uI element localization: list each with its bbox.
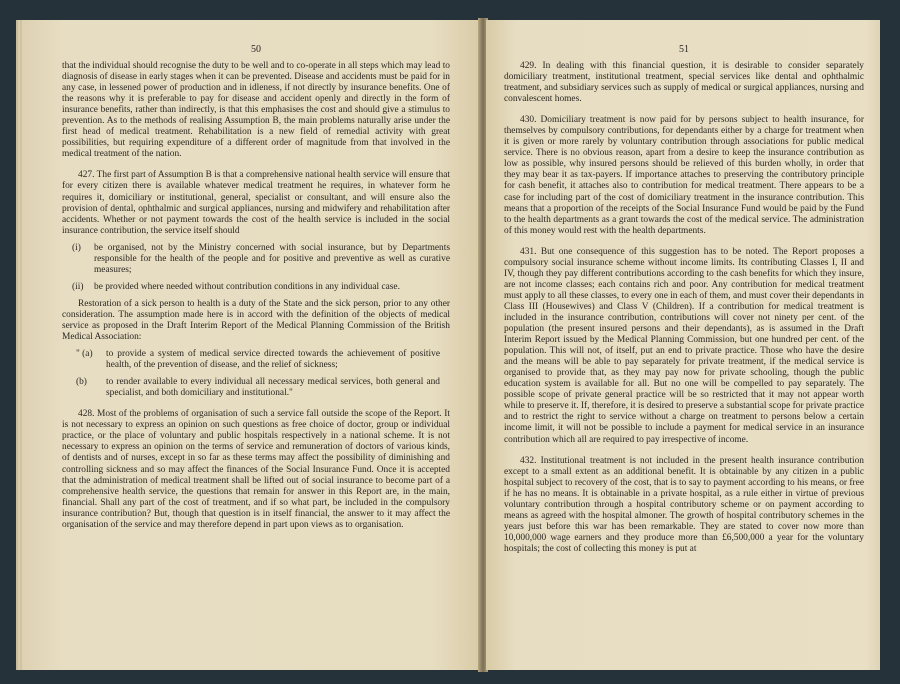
- paragraph-427: 427. The first part of Assumption B is that a comprehensive national health service will ensure that for every citizen there is available whatever medical treatment he requires, in whatever form he requires it, domiciliary or institutional, general, specialist or consultant, and will ensure also the provision of dental, ophthalmic and surgical appliances, nursing and midwifery and rehabilitation after accidents. Whether or not payment towards the cost of the health service is included in the social insurance contribution, the service itself should: [62, 170, 450, 236]
- quote-item-b: [76, 377, 440, 399]
- paragraph-429: 429. In dealing with this financial question, it is desirable to consider separately domiciliary treatment, institutional treatment, special services like dental and ophthalmic treatment, and subsidiary services such as supply of medical or surgical appliances, nursing and convalescent homes.: [504, 61, 864, 105]
- paragraph-432: 432. Institutional treatment is not included in the present health insurance contribution except to a small extent as an additional benefit. It is obtainable by any citizen in a public hospital subject to recovery of the cost, that is to say to payment according to his means, or free if he has no means. It is obtainable in a private hospital, as a rule either in virtue of previous voluntary contribution through a hospital contributory scheme or on payment according to means as agreed with the hospital almoner. The growth of hospital contributory schemes in the years just before this war has been remarkable. They are stated to cover now more than 10,000,000 wage earners and they produce more than £6,500,000 a year for the voluntary hospitals; the cost of collecting this money is put at: [504, 455, 864, 554]
- list-item-ii: [72, 282, 450, 293]
- paragraph-430: 430. Domiciliary treatment is now paid for by persons subject to health insurance, for themselves by compulsory contributions, for dependants either by a charge for treatment when it is given or more rarely by voluntary contribution through associations for public medical service. There is no obvious reason, apart from a desire to keep the insurance contribution as low as possible, why insured persons should be relieved of this burden wholly, in order that they may bear it as tax-payers. If importance attaches to preserving the contributory principle for cash benefit, it attaches also to contribution for medical treatment. There appears to be a case for including part of the cost of domiciliary treatment in the insurance contribution. This means that a proportion of the receipts of the Social Insurance Fund would be paid by the Fund to the health departments as a grant towards the cost of the medical service. The administration of this money would rest with the health departments.: [504, 115, 864, 236]
- list-item-i-label: (i): [72, 242, 81, 253]
- quote-item-a-text: to provide a system of medical service directed towards the achievement of positive health, of the prevention of disease, and the relief of sickness;: [106, 349, 440, 371]
- paragraph-continued: that the individual should recognise the duty to be well and to co-operate in all steps which may lead to diagnosis of disease in early stages when it can be prevented. Disease and accidents must be paid for in any case, in lessened power of production and in idleness, if not directly by insurance benefits. One of the reasons why it is preferable to pay for disease and accident openly and directly in the form of insurance benefits, rather than indirectly, is that this emphasises the cost and should give a stimulus to prevention. As to the methods of realising Assumption B, the main problems naturally arise under the first head of medical treatment. Rehabilitation is a new field of remedial activity with great possibilities, but requiring expenditure of a different order of magnitude from that involved in the medical treatment of the nation.: [62, 61, 450, 160]
- paragraph-428: 428. Most of the problems of organisation of such a service fall outside the scope of the Report. It is not necessary to express an opinion on such questions as free choice of doctor, group or individual practice, or the place of voluntary and public hospitals respectively in a national scheme. It is not necessary to express an opinion on the terms of service and remuneration of doctors of various kinds, of dentists and of nurses, except in so far as these terms may affect the possibility of diminishing and controlling sickness and so may affect the finances of the Social Insurance Fund. Once it is accepted that the administration of medical treatment shall be lifted out of social insurance to become part of a comprehensive health service, the questions that remain for answer in this Report are, in the main, financial. Shall any part of the cost of treatment, and if so what part, be included in the compulsory insurance contribution? But, though that question is in itself financial, the answer to it may affect the organisation of the service and may therefore depend in part upon views as to organisation.: [62, 409, 450, 530]
- left-page: [22, 20, 480, 670]
- paragraph-restoration: Restoration of a sick person to health is a duty of the State and the sick person, prior to any other consideration. The assumption made here is in accord with the definition of the objects of medical service as proposed in the Draft Interim Report of the Medical Planning Commission of the British Medical Association:: [62, 298, 450, 343]
- quote-item-b-text: to render available to every individual all necessary medical services, both general and specialist, and both domiciliary and institutional.": [106, 377, 440, 399]
- list-item-ii-label: (ii): [72, 281, 84, 292]
- quote-item-a: [76, 349, 440, 371]
- paragraph-431: 431. But one consequence of this suggestion has to be noted. The Report proposes a compulsory social insurance scheme without income limits. Its contributing Classes I, II and IV, though they pay different contributions according to the cash benefits for which they insure, are not income classes; each contains rich and poor. Any contribution for medical treatment must apply to all these classes, to every one in each of them, and must cover their dependants in Class III (Housewives) and Class V (Children). If a contribution for medical treatment is included in the insurance contribution, contributions will cover not ninety per cent. of the population (the present insured persons and their dependants), as is assumed in the Draft Interim Report issued by the Medical Planning Commission, but one hundred per cent. of the population. This will not, of itself, put an end to private practice. Those who have the desire and the means will be able to pay separately for private treatment, if the medical service is organised to provide that, as they may pay now for private schooling, though the public education system is available for all. But no one will be compelled to pay separately. The possible scope of private general practice will be so restricted that it may not appear worth while to preserve it. If, therefore, it is desired to preserve a substantial scope for private practice and to restrict the right to service without a charge on treatment to persons below a certain income limit, it will not be possible to include a payment for medical service in an insurance contribution which all are required to pay irrespective of income.: [504, 246, 864, 445]
- page-number-left: 50: [251, 44, 261, 55]
- list-item-i: [72, 243, 450, 276]
- right-page: [486, 20, 880, 670]
- quote-item-a-label: " (a): [76, 349, 93, 360]
- list-item-i-text: be organised, not by the Ministry concerned with social insurance, but by Departments responsible for the health of the people and for positive and preventive as well as curative measures;: [94, 242, 450, 275]
- quote-item-b-label: (b): [76, 377, 87, 388]
- list-item-ii-text: be provided where needed without contribution conditions in any individual case.: [94, 281, 400, 292]
- page-number-right: 51: [679, 44, 689, 55]
